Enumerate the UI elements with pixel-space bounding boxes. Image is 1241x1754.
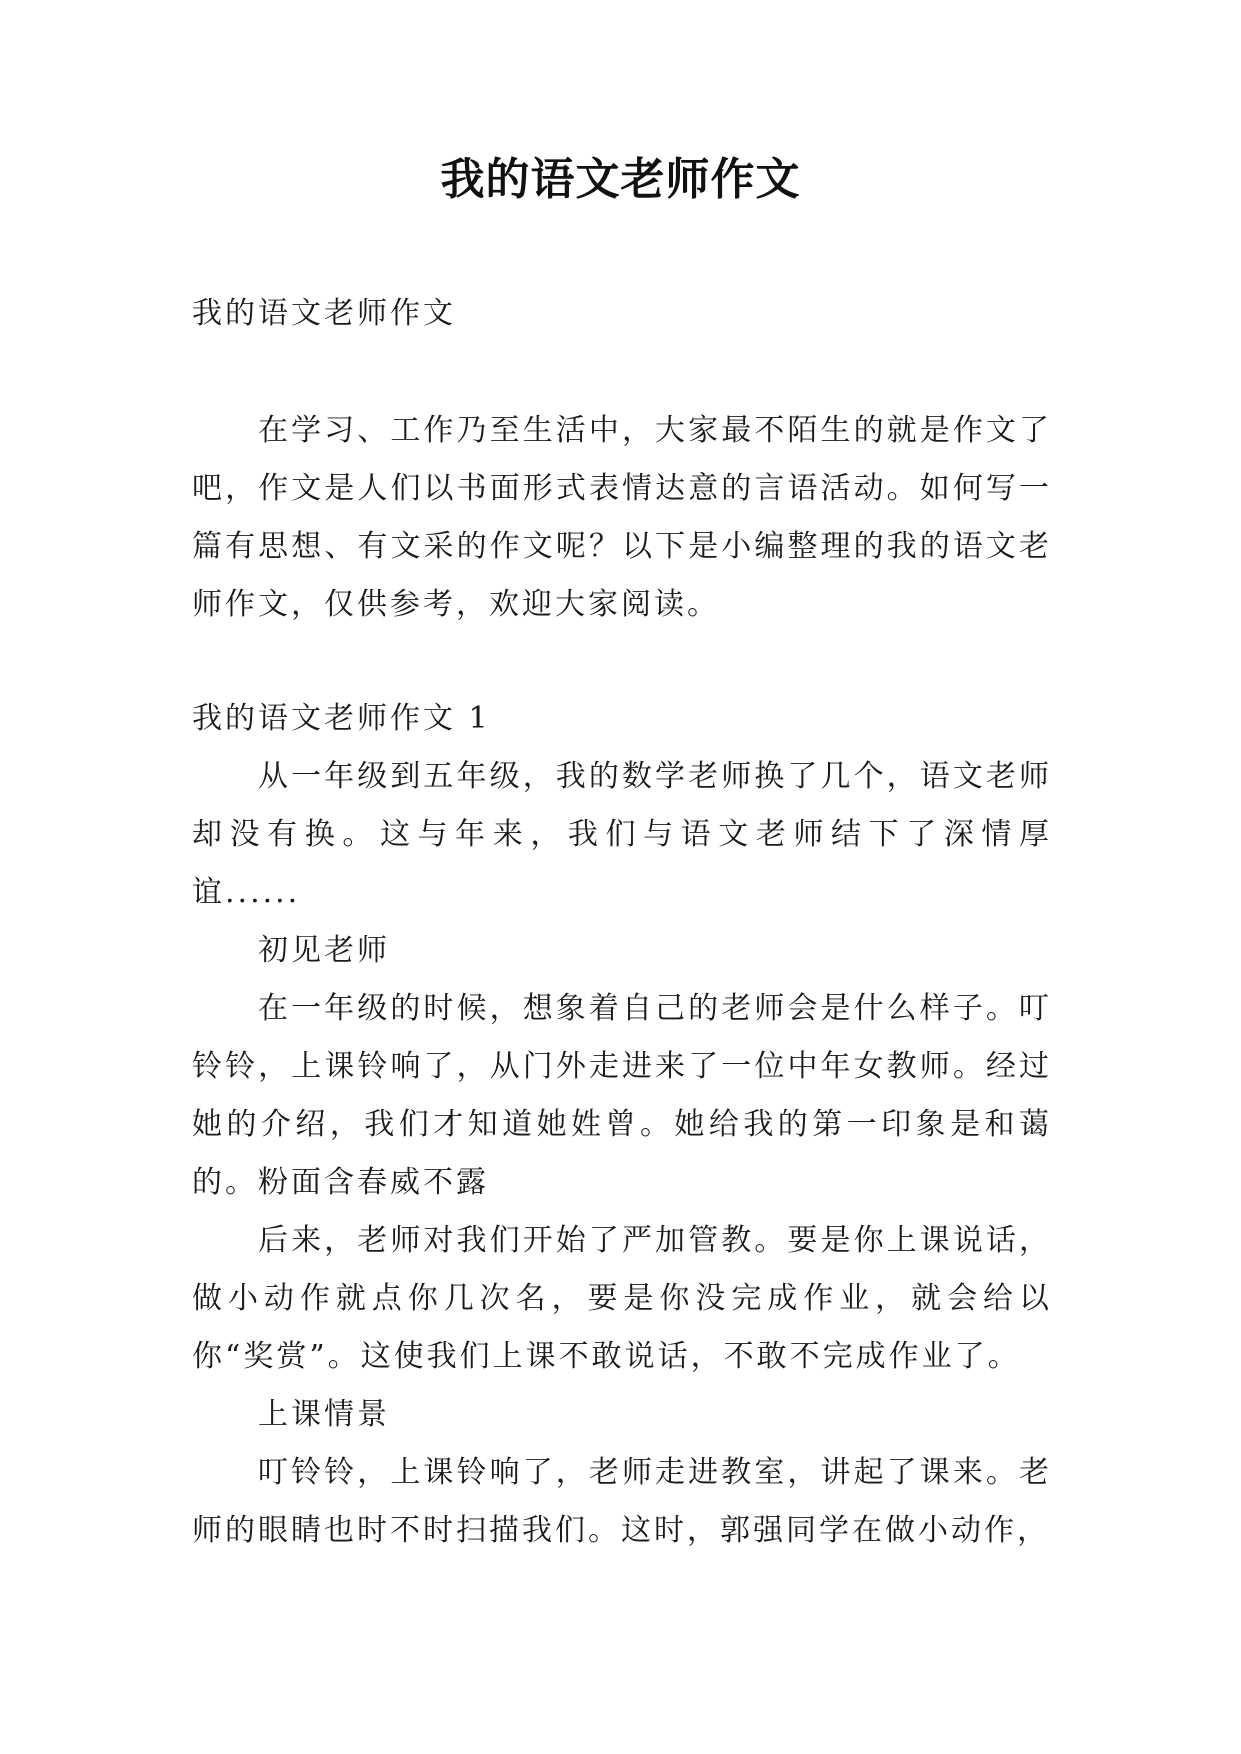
- intro-paragraph: 在学习、工作乃至生活中，大家最不陌生的就是作文了吧，作文是人们以书面形式表情达意的言语活动。如何写一篇有思想、有文采的作文呢？以下是小编整理的我的语文老师作文，仅供参考，欢迎大家阅读。: [192, 413, 1052, 622]
- section-heading-class-scene: 上课情景: [258, 1397, 390, 1432]
- paragraph-2: 在一年级的时候，想象着自己的老师会是什么样子。叮铃铃，上课铃响了，从门外走进来了一位中年女教师。经过她的介绍，我们才知道她姓曾。她给我的第一印象是和蔼的。: [192, 991, 1052, 1200]
- section-heading-first-meeting: 初见老师: [258, 933, 390, 968]
- document-subtitle: 我的语文老师作文: [192, 296, 456, 331]
- essay-1-heading: 我的语文老师作文 1: [192, 701, 491, 736]
- paragraph-4: 叮铃铃，上课铃响了，老师走进教室，讲起了课来。老师的眼睛也时不时扫描我们。这时，郭强同学在做小动作，: [192, 1455, 1052, 1548]
- document-title: 我的语文老师作文: [440, 154, 801, 205]
- paragraph-1: 从一年级到五年级，我的数学老师换了几个，语文老师却没有换。这与年来，我们与语文老师结下了深情厚谊......: [192, 759, 1052, 910]
- paragraph-3: 后来，老师对我们开始了严加管教。要是你上课说话，做小动作就点你几次名，要是你没完成作业，就会给以你“奖赏”。这使我们上课不敢说话，不敢不完成作业了。: [192, 1223, 1052, 1374]
- section-heading-strict: 粉面含春威不露: [258, 1165, 489, 1200]
